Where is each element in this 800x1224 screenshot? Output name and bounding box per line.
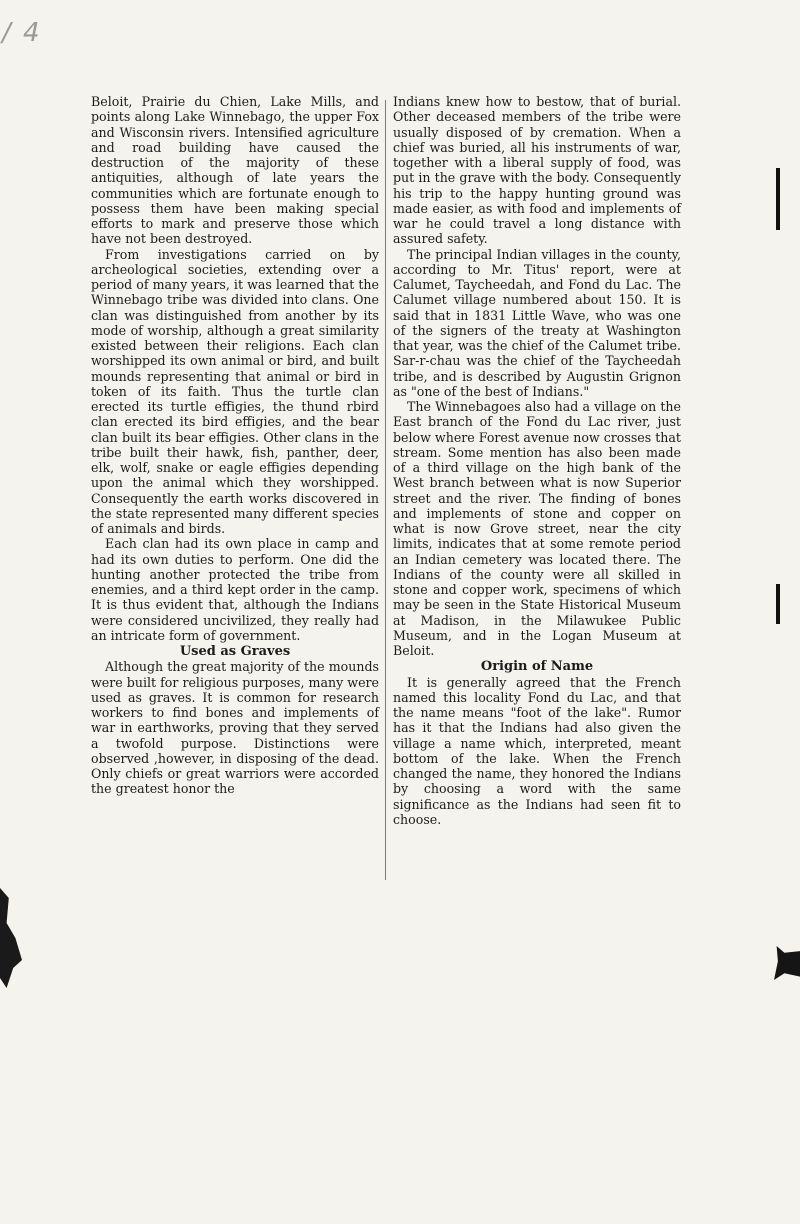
page-number: / 4 (2, 18, 42, 48)
left-paragraph-1: Beloit, Prairie du Chien, Lake Mills, and points along Lake Winnebago, the upper Fox and Wisconsin rivers. Intensified agriculture and road building have caused the destruction of the majority of these antiquities, although of late years the communities which are fortunate enough to possess them have been making special efforts to mark and preserve those which have not been destroyed. (91, 94, 379, 247)
right-paragraph-3: The Winnebagoes also had a village on the East branch of the Fond du Lac river, just below where Forest avenue now crosses that stream. Some mention has also been made of a third village on the high bank of the West branch between what is now Superior street and the river. The finding of bones and implements of stone and copper on what is now Grove street, near the city limits, indicates that at some remote period an Indian cemetery was located there. The Indians of the county were all skilled in stone and copper work, specimens of which may be seen in the State Historical Museum at Madison, in the Milawukee Public Museum, and in the Logan Museum at Beloit. (393, 399, 681, 658)
right-paragraph-1: Indians knew how to bestow, that of burial. Other deceased members of the tribe were usually disposed of by cremation. When a chief was buried, all his instruments of war, together with a liberal supply of food, was put in the grave with the body. Consequently his trip to the happy hunting ground was made easier, as with food and implements of war he could travel a long distance with assured safety. (393, 94, 681, 247)
margin-ink-mark (776, 584, 780, 624)
section-heading-origin-of-name: Origin of Name (480, 659, 594, 675)
section-heading-used-as-graves: Used as Graves (179, 644, 291, 659)
scan-blot (774, 946, 800, 980)
left-paragraph-4: Although the great majority of the mounds were built for religious purposes, many were used as graves. It is common for research workers to find bones and implements of war in earthworks, proving that they served a twofold purpose. Distinctions were observed ,however, in disposing of the dead. Only chiefs or great warriors were accorded the greatest honor the (91, 659, 379, 797)
scan-blot (0, 888, 22, 988)
right-column (393, 94, 681, 827)
column-divider (385, 100, 386, 880)
margin-ink-mark (776, 168, 780, 230)
left-paragraph-3: Each clan had its own place in camp and had its own duties to perform. One did the hunting another protected the tribe from enemies, and a third kept order in the camp. It is thus evident that, although the Indians were considered uncivilized, they really had an intricate form of government. (91, 536, 379, 643)
left-column (91, 94, 379, 797)
right-paragraph-2: The principal Indian villages in the county, according to Mr. Titus' report, were at Calumet, Taycheedah, and Fond du Lac. The Calumet village numbered about 150. It is said that in 1831 Little Wave, who was one of the signers of the treaty at Washington that year, was the chief of the Calumet tribe. Sar-r-chau was the chief of the Taycheedah tribe, and is described by Augustin Grignon as "one of the best of Indians." (393, 246, 681, 399)
right-paragraph-4: It is generally agreed that the French named this locality Fond du Lac, and that the name means "foot of the lake". Rumor has it that the Indians had also given the village a name which, interpreted, meant bottom of the lake. When the French changed the name, they honored the Indians by choosing a word with the same significance as the Indians had seen fit to choose. (393, 674, 681, 827)
left-paragraph-2: From investigations carried on by archeological societies, extending over a period of many years, it was learned that the Winnebago tribe was divided into clans. One clan was distinguished from another by its mode of worship, although a great similarity existed between their religions. Each clan worshipped its own animal or bird, and built mounds representing that animal or bird in token of its faith. Thus the turtle clan erected its turtle effigies, the thund rbird clan erected its bird effigies, and the bear clan built its bear effigies. Other clans in the tribe built their hawk, fish, panther, deer, elk, wolf, snake or eagle effigies depending upon the animal which they worshipped. Consequently the earth works discovered in the state represented many different species of animals and birds. (91, 246, 379, 536)
